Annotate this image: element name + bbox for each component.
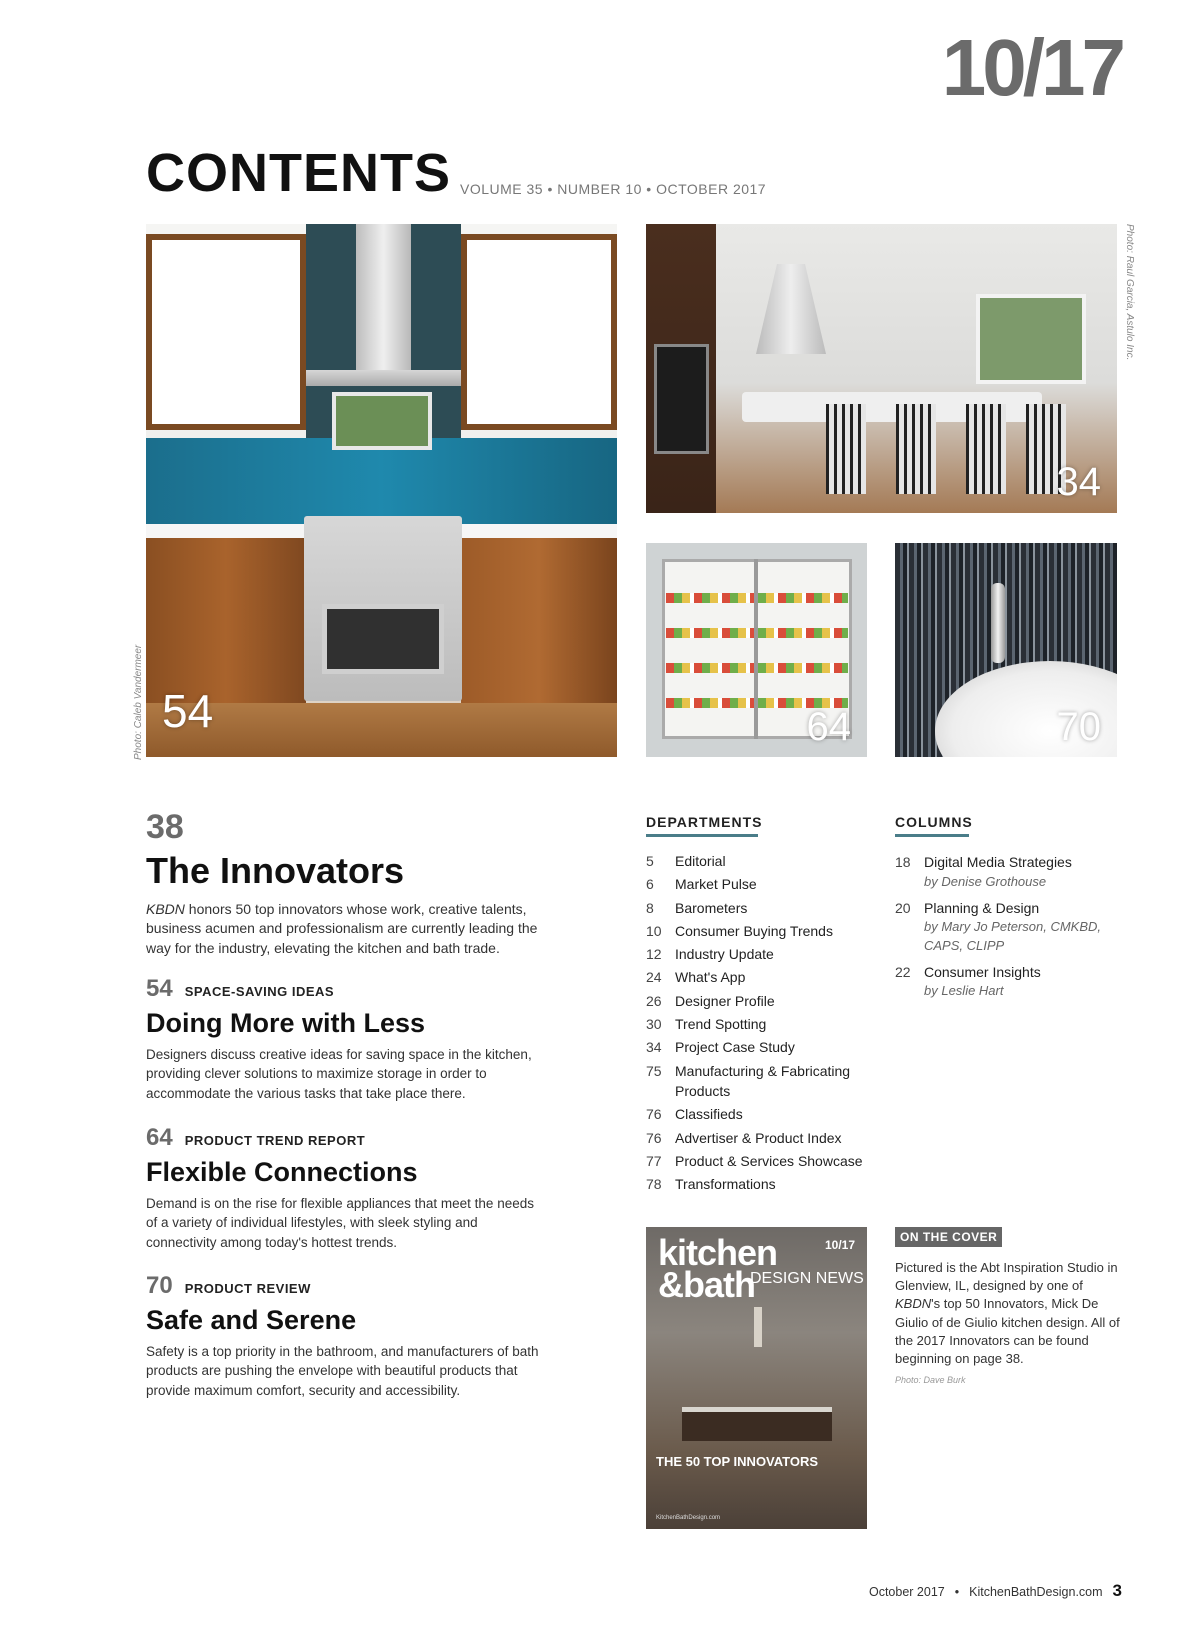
cover-url: KitchenBathDesign.com (656, 1515, 721, 1521)
feature-page-number: 64 (146, 1124, 173, 1151)
on-cover-text: Pictured is the Abt Inspiration Studio in Glenview, IL, designed by one of KBDN's top 50 Innovators, Mick De Giulio of de Giulio kitchen design. All of the 2017 Innovators can be found beginning on page 38. (895, 1260, 1120, 1366)
feature-item[interactable] (146, 1126, 546, 1252)
photo-page-number: 54 (162, 685, 214, 737)
feature-description: Safety is a top priority in the bathroom, and manufacturers of bath products are pushing the envelope with beautiful products that provide maximum comfort, security and accessibility. (146, 1343, 539, 1398)
faucet-illustration (991, 583, 1005, 663)
list-item[interactable]: 10 Consumer Buying Trends (646, 922, 833, 939)
cover-masthead: kitchen &bath (658, 1232, 778, 1306)
departments-section (646, 814, 876, 1197)
photo-credit: Photo: Dave Burk (895, 1375, 966, 1386)
cover-thumbnail[interactable] (646, 1227, 867, 1529)
page-title: CONTENTS (146, 143, 451, 203)
page-footer (869, 1582, 1122, 1599)
photo-page-number: 34 (1056, 460, 1101, 504)
cover-headline: THE 50 TOP INNOVATORS (656, 1454, 819, 1469)
feature-innovators[interactable] (146, 810, 546, 959)
feature-description: Designers discuss creative ideas for saving space in the kitchen, providing clever solutions to maximize storage in order to accommodate the various tasks that take place there. (146, 1046, 532, 1101)
cover-subtitle: DESIGN NEWS (750, 1270, 864, 1287)
feature-kicker: SPACE-SAVING IDEAS (184, 984, 335, 999)
list-item[interactable]: 22 Consumer Insights by Leslie Hart (895, 963, 1041, 999)
list-item[interactable]: 5 Editorial (646, 853, 726, 869)
photo-credit: Photo: Raul Garcia, Astulo Inc. (1124, 224, 1135, 361)
feature-title[interactable]: Flexible Connections (146, 1157, 418, 1187)
feature-description: KBDN honors 50 top innovators whose work, creative talents, business acumen and professionalism are currently leading the way for the industry, elevating the kitchen and bath trade. (146, 900, 538, 956)
feature-kicker: PRODUCT TREND REPORT (184, 1133, 366, 1148)
photo-faucet-70[interactable] (895, 543, 1117, 757)
feature-item[interactable] (146, 977, 546, 1103)
list-item[interactable]: 18 Digital Media Strategies by Denise Grothouse (895, 854, 1072, 889)
photo-kitchen-54[interactable] (146, 224, 617, 757)
feature-title[interactable]: The Innovators (146, 850, 405, 891)
feature-title[interactable]: Safe and Serene (146, 1305, 357, 1335)
departments-list (646, 851, 876, 1194)
columns-list (895, 853, 1115, 1001)
feature-description: Demand is on the rise for flexible appliances that meet the needs of a variety of individual lifestyles, with sleek styling and connectivity among today's hottest trends. (146, 1195, 534, 1250)
issue-number: 10/17 (941, 23, 1122, 112)
list-item[interactable]: 77 Product & Services Showcase (646, 1152, 863, 1169)
feature-page-number: 70 (146, 1272, 173, 1299)
columns-section (895, 814, 1115, 1009)
on-cover-badge: ON THE COVER (895, 1227, 1002, 1247)
photo-credit: Photo: Caleb Vandermeer (133, 644, 144, 760)
list-item[interactable]: 78 Transformations (646, 1176, 776, 1193)
on-the-cover (895, 1227, 1120, 1385)
photo-kitchen-34[interactable] (646, 224, 1117, 513)
footer-date: October 2017 (868, 1585, 945, 1599)
photo-page-number: 64 (806, 705, 851, 749)
list-item[interactable]: 20 Planning & Design by Mary Jo Peterson, CMKBD, CAPS, CLIPP (895, 899, 1101, 953)
photo-page-number: 70 (1056, 705, 1101, 749)
departments-heading: DEPARTMENTS (646, 815, 758, 837)
list-item[interactable]: 12 Industry Update (646, 946, 774, 963)
footer-separator: • (954, 1585, 960, 1599)
feature-page-number: 54 (146, 975, 173, 1002)
columns-heading: COLUMNS (895, 815, 969, 837)
page-number: 3 (1112, 1581, 1122, 1600)
feature-item[interactable] (146, 1274, 546, 1400)
feature-page-number: 38 (146, 808, 184, 846)
feature-title[interactable]: Doing More with Less (146, 1008, 426, 1038)
photo-refrigerator-64[interactable] (646, 543, 867, 757)
volume-line: VOLUME 35 • NUMBER 10 • OCTOBER 2017 (460, 181, 767, 197)
footer-site[interactable]: KitchenBathDesign.com (969, 1585, 1103, 1599)
list-item[interactable]: 34 Project Case Study (646, 1039, 795, 1056)
list-item[interactable]: 76 Classifieds (646, 1106, 743, 1123)
list-item[interactable]: 75 Manufacturing & Fabricating Products (646, 1062, 851, 1099)
list-item[interactable]: 26 Designer Profile (646, 992, 775, 1009)
cover-issue: 10/17 (824, 1238, 855, 1252)
list-item[interactable]: 24 What's App (646, 969, 746, 986)
list-item[interactable]: 76 Advertiser & Product Index (646, 1129, 842, 1146)
list-item[interactable]: 30 Trend Spotting (646, 1016, 767, 1033)
list-item[interactable]: 8 Barometers (646, 899, 748, 916)
feature-kicker: PRODUCT REVIEW (184, 1281, 311, 1296)
list-item[interactable]: 6 Market Pulse (646, 876, 757, 893)
